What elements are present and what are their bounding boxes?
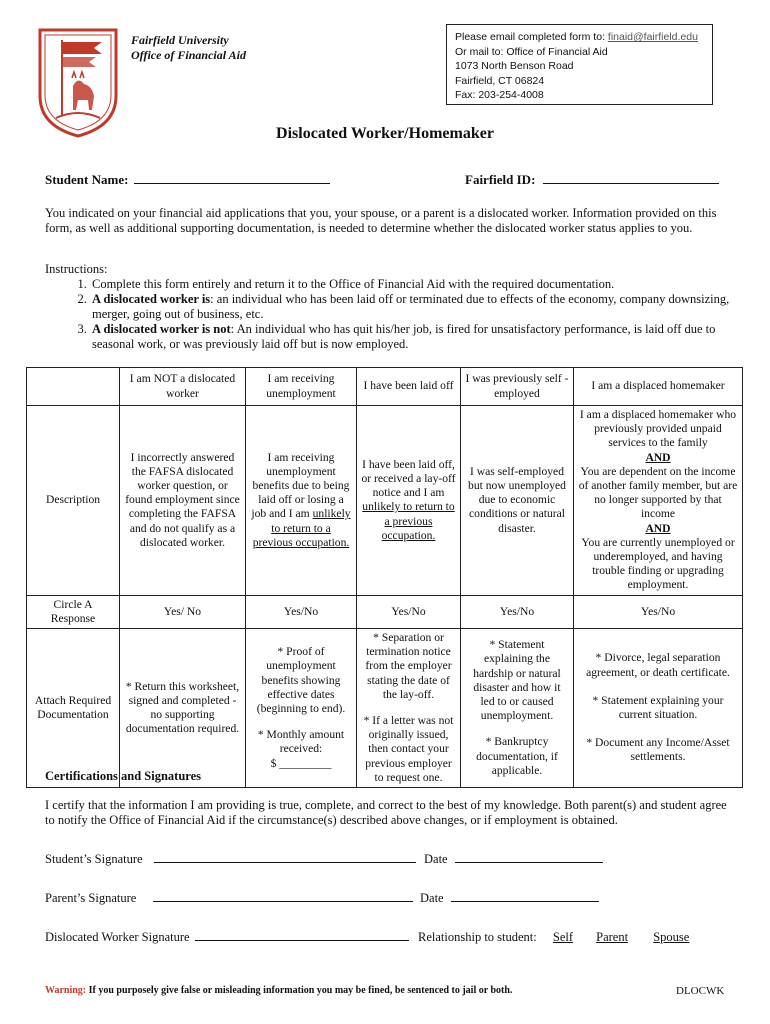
documentation-col3: * Separation or termination notice from the employer stating the date of the lay-off. * If a letter was not originally issued, then contact your previous employer to request one. — [357, 629, 461, 788]
instruction-item-3: 3. A dislocated worker is not: An individual who has quit his/her job, is fired for unsatisfactory performance, is laid off due to seasonal work, or was previously laid off but is now employed. — [90, 322, 735, 352]
relationship-option-parent[interactable]: Parent — [596, 930, 629, 944]
parent-signature-input[interactable] — [153, 891, 413, 902]
documentation-col4: * Statement explaining the hardship or natural disaster and how it led to or caused unemployment. * Bankruptcy documentation, if applicable. — [461, 629, 574, 788]
description-col1: I incorrectly answered the FAFSA dislocated worker question, or found employment since completing the FAFSA and do not qualify as a dislocated worker. — [120, 406, 246, 596]
intro-paragraph: You indicated on your financial aid applications that you, your spouse, or a parent is a dislocated worker. Information provided on this form, as well as additional supporting documentation, is needed to determine whether the dislocated worker status applies to you. — [45, 206, 717, 235]
instruction-item-1: 1. Complete this form entirely and return it to the Office of Financial Aid with the required documentation. — [90, 277, 735, 292]
table-header-row — [27, 368, 743, 406]
city-state-zip: Fairfield, CT 06824 — [455, 74, 545, 87]
worker-status-table — [26, 367, 743, 788]
student-date-row — [424, 852, 603, 867]
monthly-amount-input[interactable]: $ _________ — [270, 756, 332, 770]
student-signature-input[interactable] — [154, 852, 416, 863]
column-header: I was previously self - employed — [461, 368, 574, 406]
parent-signature-row — [45, 891, 413, 906]
organization-name — [131, 33, 246, 63]
instructions — [45, 262, 735, 352]
student-signature-label: Student’s Signature — [45, 852, 143, 866]
relationship-option-spouse[interactable]: Spouse — [653, 930, 690, 944]
description-col3: I have been laid off, or received a lay-off notice and I am unlikely to return to a previous occupation. — [357, 406, 461, 596]
fax-number: Fax: 203-254-4008 — [455, 89, 544, 102]
documentation-col5: * Divorce, legal separation agreement, or death certificate. * Statement explaining your current situation. * Document any Income/Asset settlements. — [574, 629, 743, 788]
response-yes-no[interactable]: Yes/No — [574, 595, 743, 628]
column-header: I am receiving unemployment — [246, 368, 357, 406]
warning-text: If you purposely give false or misleading information you may be fined, be sentenced to jail or both. — [86, 985, 513, 996]
worker-signature-label: Dislocated Worker Signature — [45, 930, 190, 944]
description-col5: I am a displaced homemaker who previously provided unpaid services to the family AND You are dependent on the income of another family member, but are no longer supported by that income AND You are currently unemployed or underemployed, and having trouble finding or upgrading employment. — [574, 406, 743, 596]
email-prefix: Please email completed form to: — [455, 31, 608, 43]
org-office: Office of Financial Aid — [131, 48, 246, 62]
university-crest-logo — [36, 26, 120, 138]
relationship-option-self[interactable]: Self — [552, 930, 574, 944]
row-label-circle: Circle A Response — [27, 595, 120, 628]
row-label-attach: Attach Required Documentation — [27, 629, 120, 788]
parent-date-label: Date — [420, 891, 444, 905]
documentation-row — [27, 629, 743, 788]
response-yes-no[interactable]: Yes/No — [357, 595, 461, 628]
header-empty-cell — [27, 368, 120, 406]
student-name-label: Student Name: — [45, 172, 129, 187]
org-university: Fairfield University — [131, 33, 229, 47]
fairfield-id-field — [465, 172, 719, 188]
student-signature-row — [45, 852, 416, 867]
circle-response-row — [27, 595, 743, 628]
worker-signature-input[interactable] — [195, 930, 409, 941]
form-code: DLOCWK — [676, 985, 725, 997]
row-label-description: Description — [27, 406, 120, 596]
documentation-col1: * Return this worksheet, signed and completed - no supporting documentation required. — [120, 629, 246, 788]
certifications-heading: Certifications and Signatures — [45, 769, 202, 783]
worker-signature-row — [45, 930, 409, 945]
description-col2: I am receiving unemployment benefits due to being laid off or losing a job and I am unlikely to return to a previous occupation. — [246, 406, 357, 596]
warning-label: Warning: — [45, 985, 87, 996]
student-name-field — [45, 172, 330, 188]
parent-date-row — [420, 891, 599, 906]
column-header: I have been laid off — [357, 368, 461, 406]
student-name-input[interactable] — [134, 172, 330, 184]
fairfield-id-label: Fairfield ID: — [465, 172, 536, 187]
instructions-heading: Instructions: — [45, 262, 108, 276]
parent-date-input[interactable] — [451, 891, 599, 902]
street-address: 1073 North Benson Road — [455, 60, 574, 73]
fairfield-id-input[interactable] — [543, 172, 719, 184]
mail-line: Or mail to: Office of Financial Aid — [455, 45, 608, 58]
parent-signature-label: Parent’s Signature — [45, 891, 137, 905]
certification-text: I certify that the information I am providing is true, complete, and correct to the best of my knowledge. Both parent(s) and student agree to notify the Office of Financial Aid if the circumstance(s) described above changes, or if employment is obtained. — [45, 798, 727, 827]
student-date-label: Date — [424, 852, 448, 866]
response-yes-no[interactable]: Yes/No — [246, 595, 357, 628]
description-row — [27, 406, 743, 596]
description-col4: I was self-employed but now unemployed due to economic conditions or natural disaster. — [461, 406, 574, 596]
form-title: Dislocated Worker/Homemaker — [276, 125, 494, 142]
relationship-label: Relationship to student: — [418, 930, 537, 944]
student-date-input[interactable] — [455, 852, 603, 863]
column-header: I am NOT a dislocated worker — [120, 368, 246, 406]
warning-footer — [45, 985, 512, 996]
column-header: I am a displaced homemaker — [574, 368, 743, 406]
relationship-row — [418, 930, 689, 945]
email-link[interactable]: finaid@fairfield.edu — [607, 31, 698, 43]
documentation-col2: * Proof of unemployment benefits showing effective dates (beginning to end). * Monthly amount received: $ _________ — [246, 629, 357, 788]
response-yes-no[interactable]: Yes/No — [461, 595, 574, 628]
instruction-item-2: 2. A dislocated worker is: an individual who has been laid off or terminated due to effects of the economy, company downsizing, merger, going out of business, etc. — [90, 292, 735, 322]
contact-box — [446, 24, 713, 105]
response-yes-no[interactable]: Yes/ No — [120, 595, 246, 628]
